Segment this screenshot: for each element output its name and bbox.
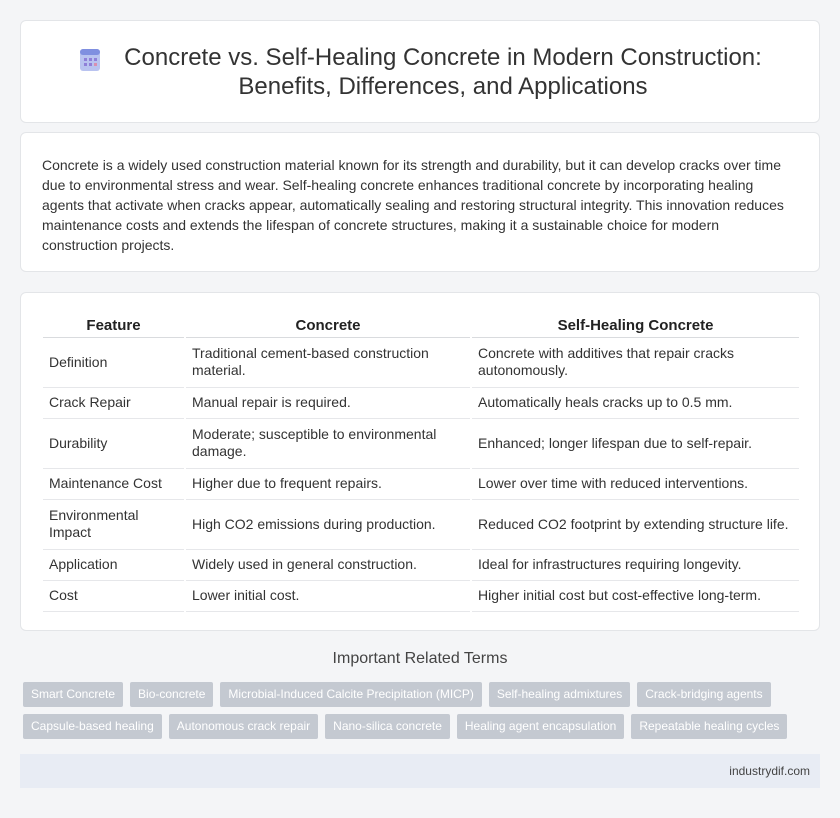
column-header: Self-Healing Concrete: [471, 315, 799, 337]
table-cell: High CO2 emissions during production.: [185, 499, 471, 549]
column-header: Concrete: [185, 315, 471, 337]
document-icon: [77, 47, 103, 73]
table-cell: Maintenance Cost: [43, 468, 185, 499]
table-cell: Enhanced; longer lifespan due to self-repair.: [471, 418, 799, 468]
tag-healing-agent-encapsulation[interactable]: Healing agent encapsulation: [457, 714, 624, 739]
table-cell: Definition: [43, 337, 185, 387]
table-cell: Lower initial cost.: [185, 580, 471, 611]
table-header-row: [43, 315, 799, 337]
tag-crack-bridging-agents[interactable]: Crack-bridging agents: [637, 682, 770, 707]
tag-repeatable-healing-cycles[interactable]: Repeatable healing cycles: [631, 714, 787, 739]
tag-row: [23, 682, 823, 707]
related-terms-heading: Important Related Terms: [332, 650, 508, 667]
table-cell: Moderate; susceptible to environmental damage.: [185, 418, 471, 468]
tag-micp[interactable]: Microbial-Induced Calcite Precipitation (MICP): [220, 682, 481, 707]
table-cell: Higher due to frequent repairs.: [185, 468, 471, 499]
intro-card: [20, 132, 820, 272]
table-row: [43, 387, 799, 418]
tag-capsule-based-healing[interactable]: Capsule-based healing: [23, 714, 162, 739]
table-row: [43, 549, 799, 580]
table-cell: Higher initial cost but cost-effective long-term.: [471, 580, 799, 611]
page-title: Concrete vs. Self-Healing Concrete in Modern Construction: Benefits, Differences, and Applications: [124, 43, 762, 100]
tag-autonomous-crack-repair[interactable]: Autonomous crack repair: [169, 714, 318, 739]
column-header: Feature: [43, 315, 185, 337]
table-cell: Lower over time with reduced interventions.: [471, 468, 799, 499]
table-row: [43, 499, 799, 549]
table-row: [43, 418, 799, 468]
table-cell: Widely used in general construction.: [185, 549, 471, 580]
tag-nano-silica-concrete[interactable]: Nano-silica concrete: [325, 714, 450, 739]
related-terms-tags: [23, 682, 823, 746]
tag-smart-concrete[interactable]: Smart Concrete: [23, 682, 123, 707]
table-cell: Crack Repair: [43, 387, 185, 418]
table-cell: Durability: [43, 418, 185, 468]
table-row: [43, 468, 799, 499]
table-cell: Automatically heals cracks up to 0.5 mm.: [471, 387, 799, 418]
table-cell: Cost: [43, 580, 185, 611]
title-card: [20, 20, 820, 123]
table-cell: Manual repair is required.: [185, 387, 471, 418]
table-cell: Reduced CO2 footprint by extending structure life.: [471, 499, 799, 549]
table-cell: Environmental Impact: [43, 499, 185, 549]
table-cell: Application: [43, 549, 185, 580]
footer: [20, 754, 820, 788]
tag-self-healing-admixtures[interactable]: Self-healing admixtures: [489, 682, 630, 707]
comparison-card: [20, 292, 820, 631]
tag-row: [23, 714, 823, 739]
table-row: [43, 580, 799, 611]
footer-site-link[interactable]: industrydif.com: [729, 764, 810, 778]
intro-paragraph: Concrete is a widely used construction material known for its strength and durability, but it can develop cracks over time due to environmental stress and wear. Self-healing concrete enhances traditional concrete by incorporating healing agents that activate when cracks appear, automatically sealing and restoring structural integrity. This innovation reduces maintenance costs and extends the lifespan of concrete structures, making it a sustainable choice for modern construction projects.: [42, 157, 784, 253]
comparison-table: [43, 315, 799, 612]
table-cell: Traditional cement-based construction material.: [185, 337, 471, 387]
table-row: [43, 337, 799, 387]
tag-bio-concrete[interactable]: Bio-concrete: [130, 682, 213, 707]
table-cell: Concrete with additives that repair cracks autonomously.: [471, 337, 799, 387]
table-cell: Ideal for infrastructures requiring longevity.: [471, 549, 799, 580]
